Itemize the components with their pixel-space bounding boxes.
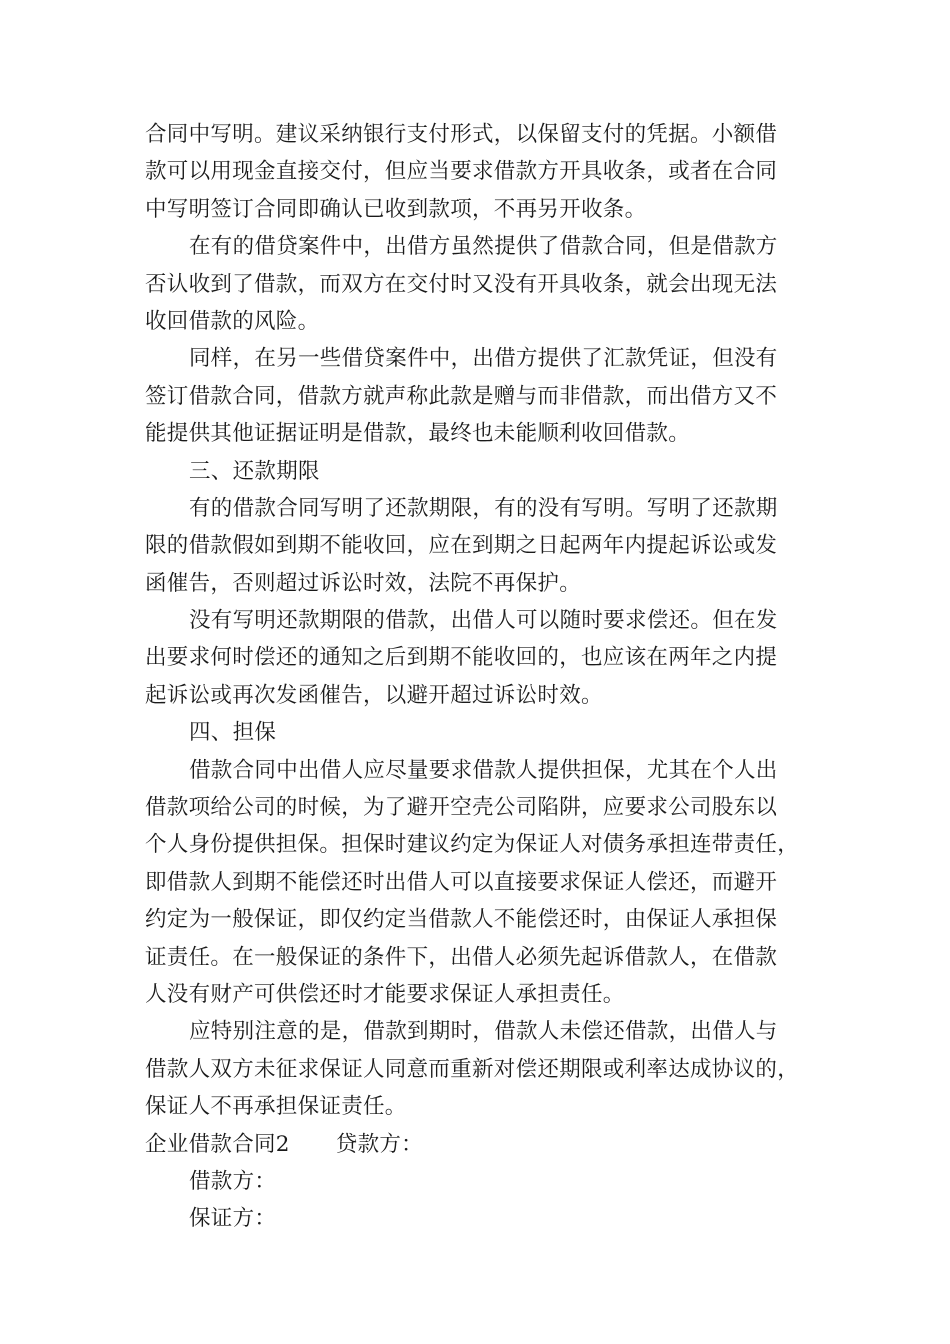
guarantor-label: 保证方： bbox=[189, 1206, 277, 1232]
body-line: 合同中写明。建议采纳银行支付形式，以保留支付的凭据。小额借 bbox=[145, 122, 778, 147]
body-line: 即借款人到期不能偿还时出借人可以直接要求保证人偿还，而避开 bbox=[145, 869, 778, 895]
body-line: 中写明签订合同即确认已收到款项，不再另开收条。 bbox=[145, 196, 647, 222]
section-heading-repayment-term: 三、还款期限 bbox=[189, 458, 320, 484]
borrower-label: 借款方： bbox=[189, 1168, 277, 1194]
body-line: 人没有财产可供偿还时才能要求保证人承担责任。 bbox=[145, 981, 625, 1007]
body-line: 收回借款的风险。 bbox=[145, 308, 320, 334]
body-line: 款可以用现金直接交付，但应当要求借款方开具收条，或者在合同 bbox=[145, 159, 778, 185]
body-line: 个人身份提供担保。担保时建议约定为保证人对债务承担连带责任， bbox=[145, 832, 800, 858]
body-line: 起诉讼或再次发函催告，以避开超过诉讼时效。 bbox=[145, 682, 603, 708]
body-line: 保证人不再承担保证责任。 bbox=[145, 1094, 407, 1120]
paragraph-start-line: 没有写明还款期限的借款，出借人可以随时要求偿还。但在发 bbox=[189, 608, 778, 634]
body-line: 约定为一般保证，即仅约定当借款人不能偿还时，由保证人承担保 bbox=[145, 907, 778, 933]
body-line: 函催告，否则超过诉讼时效，法院不再保护。 bbox=[145, 570, 582, 596]
body-line: 能提供其他证据证明是借款，最终也未能顺利收回借款。 bbox=[145, 421, 691, 447]
body-line: 证责任。在一般保证的条件下，出借人必须先起诉借款人，在借款 bbox=[145, 944, 778, 970]
contract-title: 企业借款合同2 bbox=[145, 1131, 290, 1157]
paragraph-start-line: 有的借款合同写明了还款期限，有的没有写明。写明了还款期 bbox=[189, 495, 778, 521]
body-line: 借款人双方未征求保证人同意而重新对偿还期限或利率达成协议的， bbox=[145, 1056, 800, 1082]
body-line: 限的借款假如到期不能收回，应在到期之日起两年内提起诉讼或发 bbox=[145, 533, 778, 559]
body-line: 出要求何时偿还的通知之后到期不能收回的，也应该在两年之内提 bbox=[145, 645, 778, 671]
paragraph-start-line: 借款合同中出借人应尽量要求借款人提供担保，尤其在个人出 bbox=[189, 757, 778, 783]
section-heading-guarantee: 四、担保 bbox=[189, 720, 277, 746]
lender-label: 贷款方： bbox=[335, 1131, 423, 1157]
contract-title-line bbox=[145, 1126, 815, 1163]
paragraph-start-line: 同样，在另一些借贷案件中，出借方提供了汇款凭证，但没有 bbox=[189, 346, 778, 372]
body-line: 否认收到了借款，而双方在交付时又没有开具收条，就会出现无法 bbox=[145, 271, 778, 297]
document-body bbox=[145, 116, 815, 1238]
paragraph-start-line: 在有的借贷案件中，出借方虽然提供了借款合同，但是借款方 bbox=[189, 234, 778, 260]
body-line: 借款项给公司的时候，为了避开空壳公司陷阱，应要求公司股东以 bbox=[145, 795, 778, 821]
paragraph-start-line: 应特别注意的是，借款到期时，借款人未偿还借款，出借人与 bbox=[189, 1019, 778, 1045]
body-line: 签订借款合同，借款方就声称此款是赠与而非借款，而出借方又不 bbox=[145, 383, 778, 409]
